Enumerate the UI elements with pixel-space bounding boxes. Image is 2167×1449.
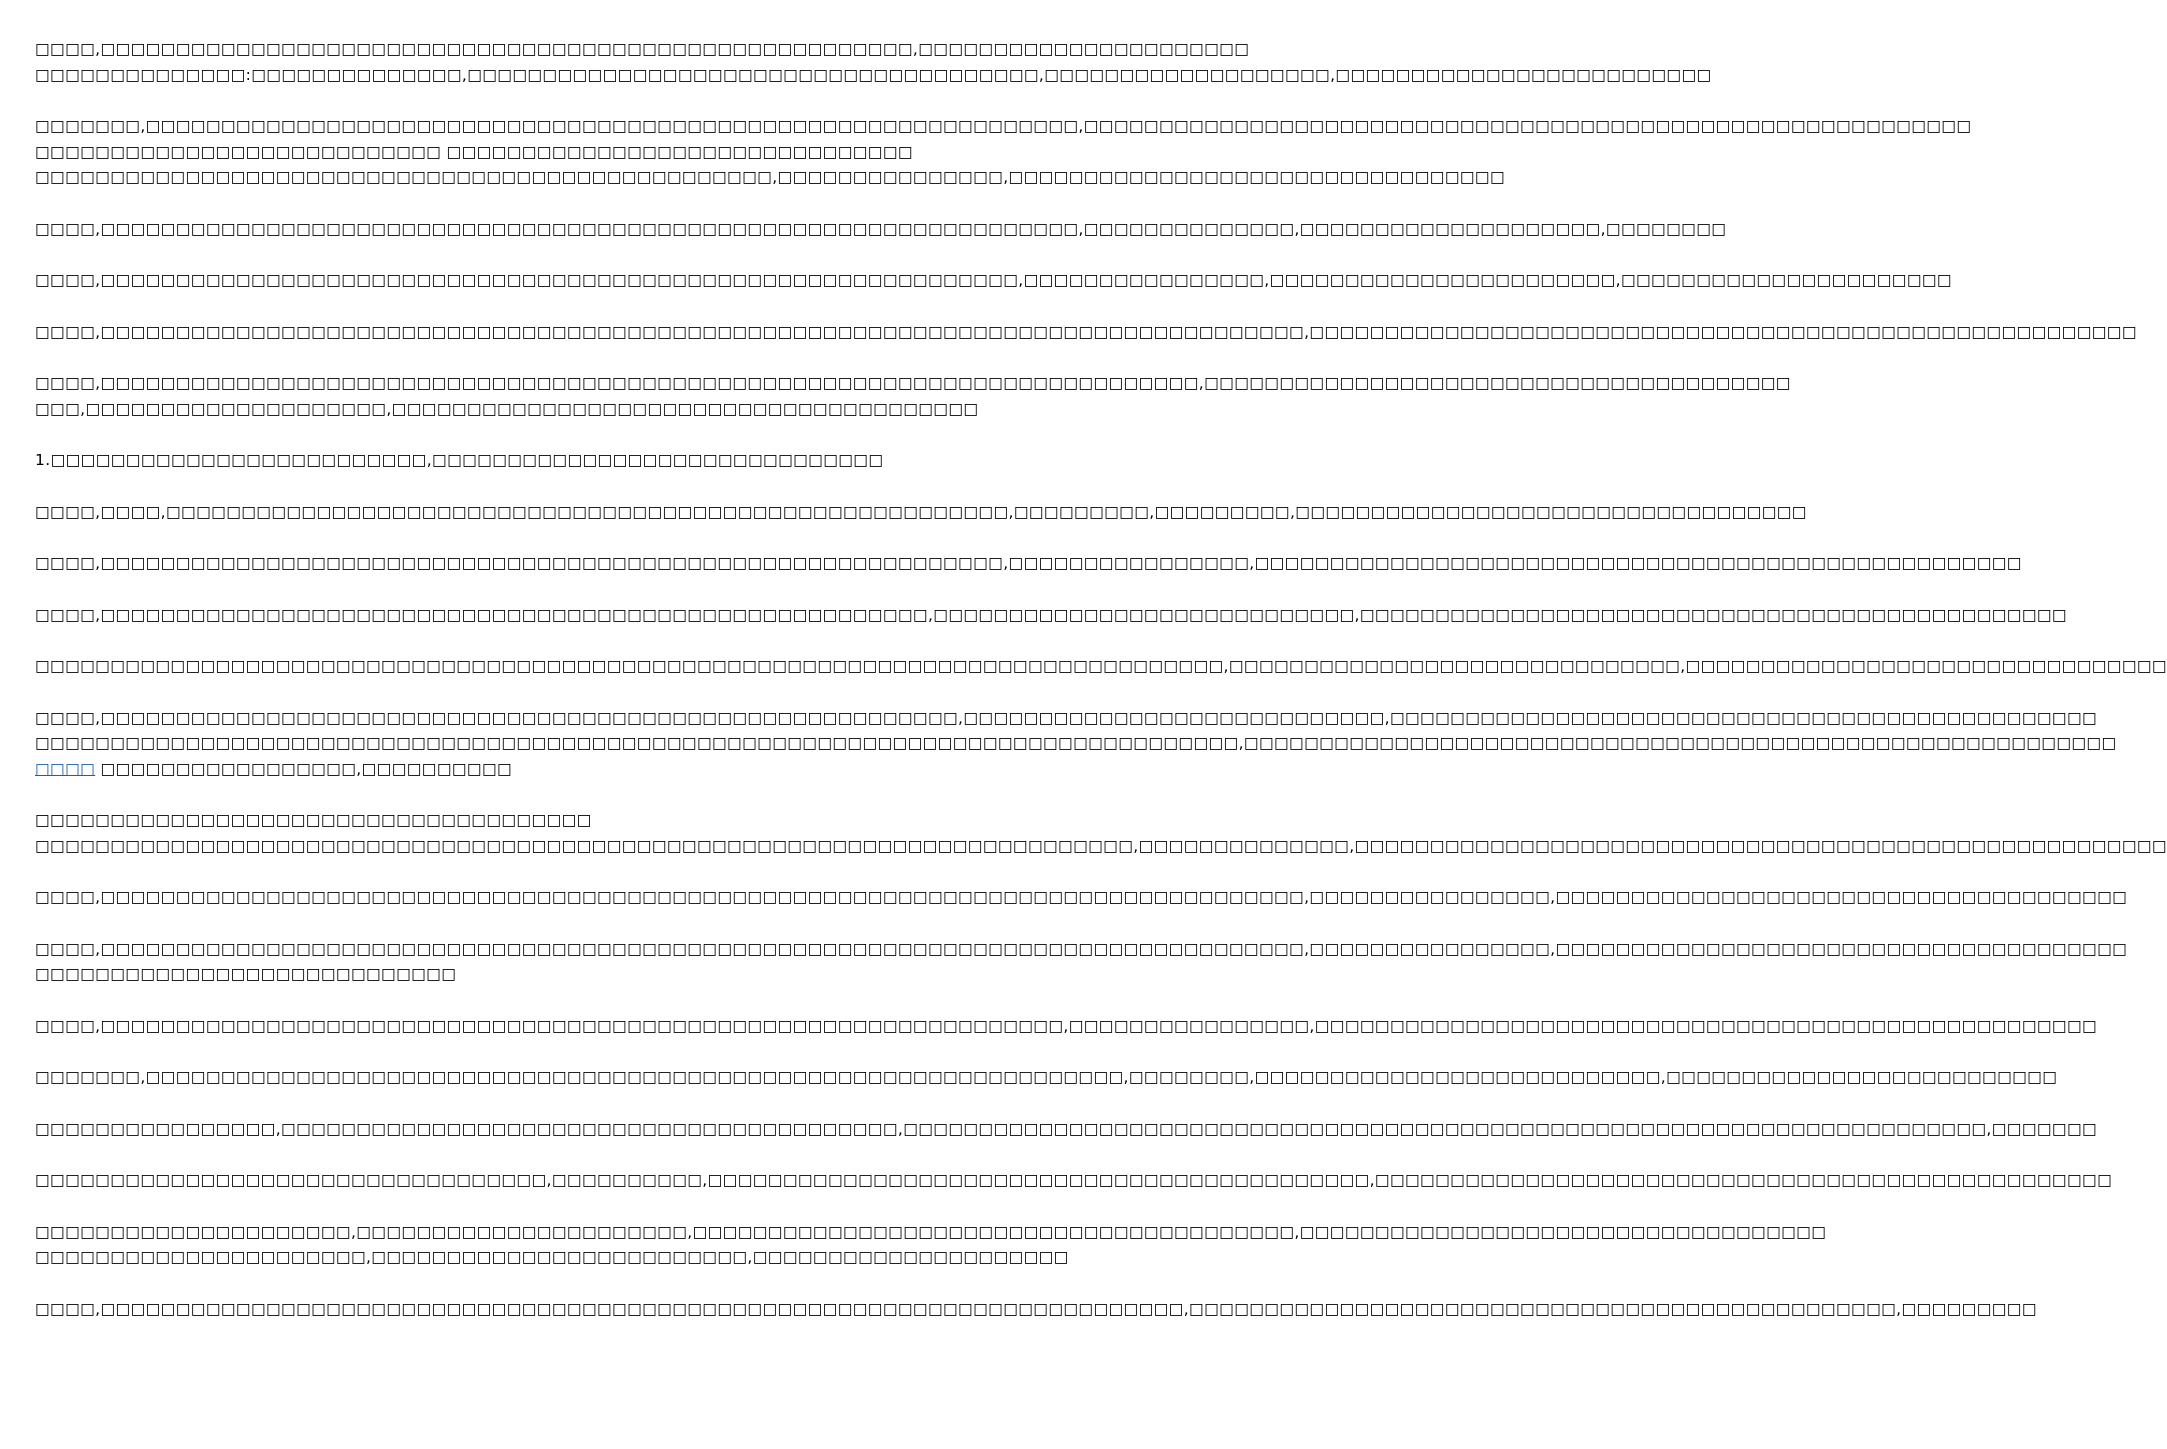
line-text: □□□□□□□□□□□□□□□□,□□□□□□□□□□□□□□□□□□□□□□□□□□□□□□□□□□□□□□□□□,□□□□□□□□□□□□□□□□□□□□□□□□□□□□□□□□□□□□□□□□□□□□□□□□□□□□□□□□□□□□□□□□□□□□□□□□,□□□□□□□ bbox=[35, 1119, 2098, 1138]
line-text: □□□□□□□,□□□□□□□□□□□□□□□□□□□□□□□□□□□□□□□□□□□□□□□□□□□□□□□□□□□□□□□□□□□□□□,□□□□□□□□□□□□□□□□□□□□□□□□□□□□□□□□□□□□□□□□□□□□□□□□□□□□□□□□□□□ bbox=[35, 117, 1972, 135]
line-text: □□□□,□□□□□□□□□□□□□□□□□□□□□□□□□□□□□□□□□□□□□□□□□□□□□□□□□□□□□□□□□□□□□,□□□□□□□□□□□□□□□□,□□□□□□□□□□□□□□□□□□□□□□□,□□□□□□□□□□□□□□□□□□□□□□ bbox=[35, 271, 1952, 289]
line-text: □□□□,□□□□□□□□□□□□□□□□□□□□□□□□□□□□□□□□□□□□□□□□□□□□□□□□□□□□□□□□□□□□□□□□□□□□□□□□□,□□□□□□□□□□□□□□□□□□□□□□□□□□□□□□□□□□□□□□□ bbox=[35, 374, 1791, 392]
line-text: □□□□□□□□□□□□□□□□□□□□□,□□□□□□□□□□□□□□□□□□□□□□,□□□□□□□□□□□□□□□□□□□□□□□□□□□□□□□□□□□□□□□□,□□□□□□□□□□□□□□□□□□□□□□□□□□□□□□□□□□□ bbox=[35, 1222, 1827, 1241]
paragraph bbox=[35, 1297, 2037, 1323]
text-line bbox=[35, 834, 2167, 860]
text-line bbox=[35, 217, 1727, 243]
text-line bbox=[35, 448, 990, 474]
text-line bbox=[35, 603, 2067, 629]
text-line bbox=[35, 706, 2098, 732]
text-line bbox=[35, 731, 2117, 757]
line-text: □□□□□□□□□□□□□□□□□□□□□□□□□□□□ bbox=[35, 965, 457, 983]
line-text: □□□□□□□□□□□□□□□□□□□□□□□□□□□□□□□□□□□□□ bbox=[35, 811, 592, 829]
paragraph bbox=[35, 500, 1807, 526]
text-line bbox=[35, 63, 1712, 89]
line-text: □□□□□□□□□□□□□□□□□□□□□□□□□□□□□□□□□□□□□□□□□□□□□□□□□□□□□□□□□□□□□□□□□□□□□□□□□,□□□□□□□□□□□□□□,□□□□□□□□□□□□□□□□□□□□□□□□□□□□□□□□□□□□□□□□□□□□□□□□□□□□□□ bbox=[35, 836, 2167, 855]
line-text: □□□□,□□□□□□□□□□□□□□□□□□□□□□□□□□□□□□□□□□□□□□□□□□□□□□□□□□□□□□□,□□□□□□□□□□□□□□□□□□□□□□□□□□□□,□□□□□□□□□□□□□□□□□□□□□□□□□□□□□□□□□□□□□□□□□□□□□□□ bbox=[35, 605, 2067, 624]
inline-link[interactable]: □□□□ bbox=[35, 759, 96, 778]
paragraph bbox=[35, 551, 2022, 577]
paragraph bbox=[35, 448, 990, 474]
line-text: □□□□,□□□□□□□□□□□□□□□□□□□□□□□□□□□□□□□□□□□□□□□□□□□□□□□□□□□□□□,□□□□□□□□□□□□□□□□□□□□□□ bbox=[35, 40, 1250, 58]
line-text: □□□,□□□□□□□□□□□□□□□□□□□□,□□□□□□□□□□□□□□□□□□□□□□□□□□□□□□□□□□□□□□□ bbox=[35, 399, 979, 418]
paragraph bbox=[35, 114, 1972, 191]
line-text: □□□□,□□□□□□□□□□□□□□□□□□□□□□□□□□□□□□□□□□□□□□□□□□□□□□□□□□□□□□□□□,□□□□□□□□□□□□□□□□□□□□□□□□□□□□,□□□□□□□□□□□□□□□□□□□□□□□□□□□□□□□□□□□□□□□□□□□□□□□ bbox=[35, 708, 2098, 727]
paragraph bbox=[35, 320, 2137, 346]
line-text: □□□□,□□□□□□□□□□□□□□□□□□□□□□□□□□□□□□□□□□□□□□□□□□□□□□□□□□□□□□□□□□□□□□□□,□□□□□□□□□□□□□□□□,□□□□□□□□□□□□□□□□□□□□□□□□□□□□□□□□□□□□□□□□□□□□□□□□□□□□ bbox=[35, 1016, 2098, 1035]
paragraph bbox=[35, 1065, 2058, 1091]
line-text: □□□□,□□□□□□□□□□□□□□□□□□□□□□□□□□□□□□□□□□□□□□□□□□□□□□□□□□□□□□□□□□□□□□□□□□□□□□□□,□□□□□□□□□□□□□□□□□□□□□□□□□□□□□□□□□□□□□□□□□□□□□□□,□□□□□□□□□ bbox=[35, 1299, 2037, 1318]
paragraph bbox=[35, 1220, 1827, 1271]
paragraph bbox=[35, 1014, 2098, 1040]
text-line bbox=[35, 1014, 2098, 1040]
paragraph bbox=[35, 217, 1727, 243]
paragraph bbox=[35, 371, 1791, 422]
paragraph bbox=[35, 654, 2167, 680]
line-text: 1.□□□□□□□□□□□□□□□□□□□□□□□□□,□□□□□□□□□□□□□□□□□□□□□□□□□□□□□□ bbox=[35, 451, 884, 469]
text-line bbox=[35, 808, 990, 834]
paragraph bbox=[35, 37, 1712, 88]
text-line bbox=[35, 1168, 2113, 1194]
text-line bbox=[35, 500, 1807, 526]
paragraph bbox=[35, 885, 2128, 911]
line-text: □□□□□□□□□□□□□□□□□□□□□□□□□□□□□□□□□□□□□□□□□□□□□□□□□,□□□□□□□□□□□□□□□,□□□□□□□□□□□□□□□□□□□□□□□□□□□□□□□□□ bbox=[35, 168, 1505, 186]
line-text: □□□□,□□□□□□□□□□□□□□□□□□□□□□□□□□□□□□□□□□□□□□□□□□□□□□□□□□□□□□□□□□□□□□□□□□□□□□□□□□□□□□□□,□□□□□□□□□□□□□□□□,□□□□□□□□□□□□□□□□□□□□□□□□□□□□□□□□□□□□□□ bbox=[35, 939, 2128, 958]
text-line bbox=[35, 397, 990, 423]
text-line bbox=[35, 962, 990, 988]
line-text: □□□□,□□□□□□□□□□□□□□□□□□□□□□□□□□□□□□□□□□□□□□□□□□□□□□□□□□□□□□□□□□□□,□□□□□□□□□□□□□□□□,□□□□□□□□□□□□□□□□□□□□□□□□□□□□□□□□□□□□□□□□□□□□□□□□□□□ bbox=[35, 554, 2022, 572]
text-line bbox=[35, 1220, 1827, 1246]
line-text: □□□□□□□□□□□□□□□□□□□□□□,□□□□□□□□□□□□□□□□□□□□□□□□□,□□□□□□□□□□□□□□□□□□□□□ bbox=[35, 1248, 1069, 1266]
paragraph bbox=[35, 937, 2128, 988]
line-text: □□□□,□□□□□□□□□□□□□□□□□□□□□□□□□□□□□□□□□□□□□□□□□□□□□□□□□□□□□□□□□□□□□□□□□□□□□□□□□□□□□□□□,□□□□□□□□□□□□□□□□,□□□□□□□□□□□□□□□□□□□□□□□□□□□□□□□□□□□□□□ bbox=[35, 888, 2128, 906]
line-text: □□□□□□□□□□□□□□□□□□□□□□□□□□□□□□□□□□,□□□□□□□□□□,□□□□□□□□□□□□□□□□□□□□□□□□□□□□□□□□□□□□□□□□□□□□,□□□□□□□□□□□□□□□□□□□□□□□□□□□□□□□□□□□□□□□□□□□□□□□□□ bbox=[35, 1171, 2113, 1189]
paragraph bbox=[35, 603, 2067, 629]
text-line bbox=[35, 1245, 1069, 1271]
text-line bbox=[35, 937, 2128, 963]
line-text: □□□□□□□□□□□□□□□□□□□□□□□□□□□ □□□□□□□□□□□□□□□□□□□□□□□□□□□□□□□ bbox=[35, 142, 913, 161]
text-line bbox=[35, 551, 2022, 577]
text-line bbox=[35, 885, 2128, 911]
text-line bbox=[35, 114, 1972, 140]
text-line bbox=[35, 1297, 2037, 1323]
line-text: □□□□,□□□□□□□□□□□□□□□□□□□□□□□□□□□□□□□□□□□□□□□□□□□□□□□□□□□□□□□□□□□□□□□□□,□□□□□□□□□□□□□□,□□□□□□□□□□□□□□□□□□□□,□□□□□□□□ bbox=[35, 219, 1727, 238]
line-text: □□□□□□□□□□□□□□□□□,□□□□□□□□□□ bbox=[95, 759, 513, 778]
line-text: □□□□□□□□□□□□□□□□□□□□□□□□□□□□□□□□□□□□□□□□□□□□□□□□□□□□□□□□□□□□□□□□□□□□□□□□□□□□□□□,□□□□□□□□□□□□□□□□□□□□□□□□□□□□□□,□□□□□□□□□□□□□□□□□□□□□□□□□□□□□□□□ bbox=[35, 657, 2167, 675]
text-line bbox=[35, 371, 1791, 397]
text-line bbox=[35, 320, 2137, 346]
text-line bbox=[35, 1065, 2058, 1091]
text-line bbox=[35, 140, 990, 166]
text-line bbox=[35, 757, 990, 783]
line-text: □□□□□□□□□□□□□□□□□□□□□□□□□□□□□□□□□□□□□□□□□□□□□□□□□□□□□□□□□□□□□□□□□□□□□□□□□□□□□□□□,□□□□□□□□□□□□□□□□□□□□□□□□□□□□□□□□□□□□□□□□□□□□□□□□□□□□□□□□□□ bbox=[35, 734, 2117, 752]
paragraph bbox=[35, 268, 1952, 294]
paragraph bbox=[35, 1168, 2113, 1194]
text-line bbox=[35, 268, 1952, 294]
paragraph bbox=[35, 1117, 2098, 1143]
line-text: □□□□□□□□□□□□□□:□□□□□□□□□□□□□□,□□□□□□□□□□□□□□□□□□□□□□□□□□□□□□□□□□□□□□,□□□□□□□□□□□□□□□□□□□,□□□□□□□□□□□□□□□□□□□□□□□□□ bbox=[35, 65, 1712, 84]
line-text: □□□□,□□□□□□□□□□□□□□□□□□□□□□□□□□□□□□□□□□□□□□□□□□□□□□□□□□□□□□□□□□□□□□□□□□□□□□□□□□□□□□□□,□□□□□□□□□□□□□□□□□□□□□□□□□□□□□□□□□□□□□□□□□□□□□□□□□□□□□□□ bbox=[35, 322, 2137, 341]
text-line bbox=[35, 654, 2167, 680]
line-text: □□□□,□□□□,□□□□□□□□□□□□□□□□□□□□□□□□□□□□□□□□□□□□□□□□□□□□□□□□□□□□□□□□,□□□□□□□□□,□□□□□□□□□,□□□□□□□□□□□□□□□□□□□□□□□□□□□□□□□□□□ bbox=[35, 502, 1807, 521]
paragraph bbox=[35, 706, 2117, 783]
line-text: □□□□□□□,□□□□□□□□□□□□□□□□□□□□□□□□□□□□□□□□□□□□□□□□□□□□□□□□□□□□□□□□□□□□□□□□□,□□□□□□□□,□□□□□□□□□□□□□□□□□□□□□□□□□□□,□□□□□□□□□□□□□□□□□□□□□□□□□□ bbox=[35, 1068, 2058, 1086]
text-line bbox=[35, 165, 1505, 191]
paragraph bbox=[35, 808, 2167, 859]
text-line bbox=[35, 1117, 2098, 1143]
text-line bbox=[35, 37, 1250, 63]
